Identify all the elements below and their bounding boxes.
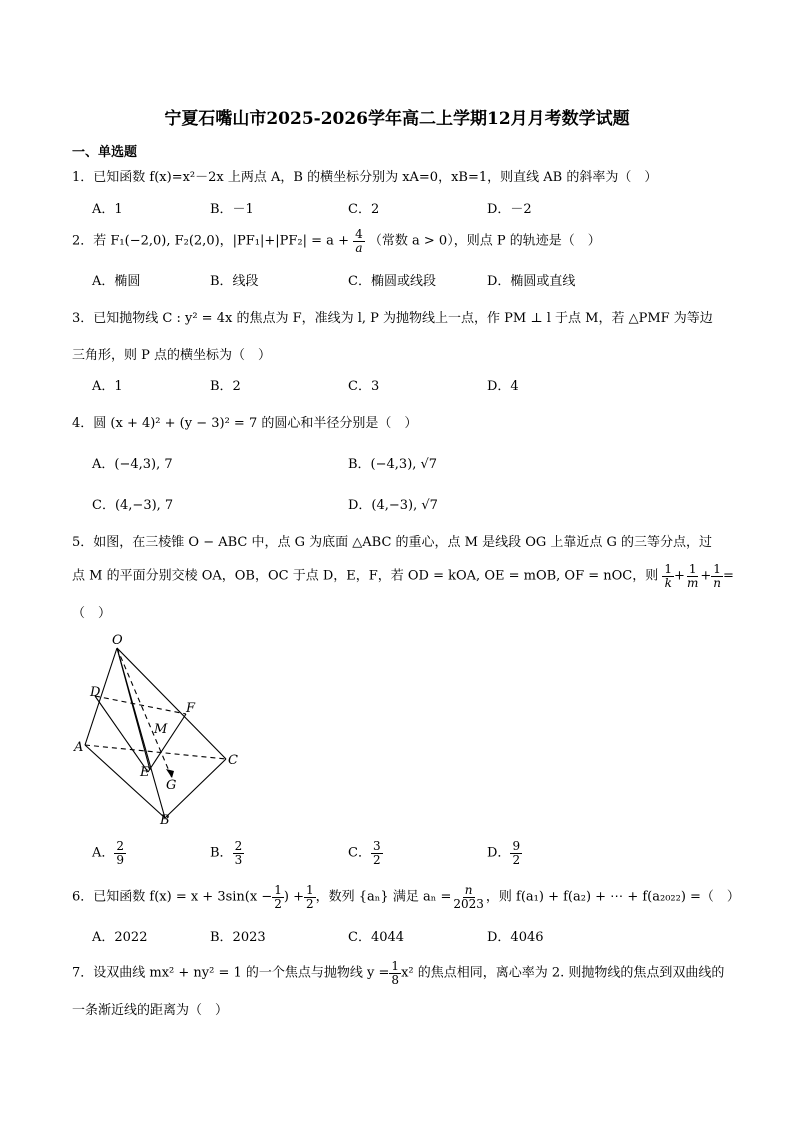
q5-option-b (210, 840, 244, 866)
q5-frac-1m-den: m (686, 575, 699, 590)
question-6 (72, 884, 740, 910)
q2-option-c: C．椭圆或线段 (348, 274, 436, 289)
q2-frac-denominator: a (355, 240, 363, 255)
q6-option-d: D．4046 (487, 930, 544, 945)
question-5-line3: （ ） (72, 606, 112, 621)
question-2 (72, 228, 601, 254)
question-7-line2: 一条渐近线的距离为（ ） (72, 1003, 229, 1018)
q6-frac2-den: 2 (306, 896, 314, 911)
question-1: 1．已知函数 f(x)=x²－2x 上两点 A，B 的横坐标分别为 xA=0，xB=1，则直线 AB 的斜率为（ ） (72, 170, 658, 185)
q4-option-c: C．(4,−3), 7 (92, 498, 174, 513)
page-title: 宁夏石嘴山市2025-2026学年高二上学期12月月考数学试题 (164, 109, 630, 129)
label-d: D (90, 685, 101, 700)
q5-option-c (348, 840, 383, 866)
q5-frac-1k-num: 1 (664, 562, 673, 576)
q1-option-b: B．－1 (210, 202, 254, 217)
q5-option-b-num: 2 (234, 839, 243, 853)
question-5-line2: 点 M 的平面分别交棱 OA，OB，OC 于点 D，E，F，若 OD = kOA, OE = mOB, OF = nOC，则 $\frac{1}{k}$ + $\frac{1}{m}$ + $\frac{1}{n}$ = (72, 562, 734, 590)
q5-frac-1n (711, 563, 723, 589)
q4-option-a: A．(−4,3), 7 (92, 457, 173, 472)
q5-option-c-den: 2 (372, 852, 381, 867)
q5-option-b-den: 3 (234, 852, 243, 867)
q5-frac-1k-den: k (664, 575, 672, 590)
q2-fraction (353, 228, 365, 254)
label-g: G (166, 778, 177, 793)
label-m: M (154, 722, 168, 737)
q2-text-post: （常数 a > 0），则点 P 的轨迹是（ ） (368, 233, 601, 249)
question-5-line1: 5．如图，在三棱锥 O − ABC 中，点 G 为底面 △ABC 的重心，点 M 是线段 OG 上靠近点 G 的三等分点，过 (72, 535, 713, 550)
q5-frac-1k (662, 563, 674, 589)
q2-frac-numerator: 4 (355, 227, 363, 241)
q1-option-d: D．－2 (487, 202, 532, 217)
q7-text-pre: 7．设双曲线 mx² + ny² = 1 的一个焦点与抛物线 y = (72, 965, 390, 981)
q1-option-a: A．1 (92, 202, 123, 217)
q6-text-mid2: ，数列 {aₙ} 满足 aₙ = (315, 889, 452, 905)
q2-option-b: B．线段 (210, 274, 259, 289)
q5-frac-1m (685, 563, 700, 589)
question-7-line1 (72, 960, 724, 986)
q6-text-mid: ) + (283, 889, 304, 905)
q5-frac-1m-num: 1 (688, 562, 697, 576)
q5-option-a (92, 840, 126, 866)
q7-text-post: x² 的焦点相同，离心率为 2. 则抛物线的焦点到双曲线的 (401, 965, 725, 981)
q2-option-a: A．椭圆 (92, 274, 141, 289)
q5-option-d-num: 9 (512, 839, 521, 853)
q3-option-b: B．2 (210, 379, 241, 394)
label-c: C (228, 753, 238, 768)
q3-option-d: D．4 (487, 379, 519, 394)
q4-option-b: B．(−4,3), √7 (348, 457, 438, 472)
question-3-line1: 3．已知抛物线 C : y² = 4x 的焦点为 F，准线为 l, P 为抛物线上一点，作 PM ⊥ l 于点 M，若 △PMF 为等边 (72, 311, 713, 326)
q5-text-pre: 点 M 的平面分别交棱 OA，OB，OC 于点 D，E，F，若 OD = kOA, OE = mOB, OF = nOC，则 (72, 568, 659, 584)
q6-option-b: B．2023 (210, 930, 266, 945)
q5-option-d (487, 840, 522, 866)
label-e: E (140, 765, 150, 780)
q6-frac2-num: 1 (306, 883, 314, 897)
q5-frac-1n-den: n (713, 575, 721, 590)
q5-option-b-letter: B． (210, 845, 233, 861)
question-4: 4．圆 (x + 4)² + (y − 3)² = 7 的圆心和半径分别是（ ） (72, 416, 418, 431)
tetrahedron-figure (60, 630, 260, 830)
q4-option-d: D．(4,−3), √7 (348, 498, 438, 513)
q2-text-pre: 2．若 F₁(−2,0), F₂(2,0)，|PF₁|+|PF₂| = a + (72, 233, 349, 249)
q6-frac1-num: 1 (274, 883, 282, 897)
q6-frac3-den: 2023 (453, 896, 484, 911)
q7-frac-den: 8 (391, 972, 400, 987)
q6-text-pre: 6．已知函数 f(x) = x + 3sin(x − (72, 889, 273, 905)
q7-frac-num: 1 (391, 959, 400, 973)
label-a: A (74, 740, 84, 755)
label-f: F (186, 701, 196, 716)
label-o: O (112, 633, 123, 648)
q5-option-a-den: 9 (116, 852, 125, 867)
q3-option-a: A．1 (92, 379, 123, 394)
q5-option-c-num: 3 (372, 839, 381, 853)
q5-option-c-letter: C． (348, 845, 371, 861)
question-3-line2: 三角形，则 P 点的横坐标为（ ） (72, 348, 272, 363)
label-b: B (160, 813, 170, 828)
q1-option-c: C．2 (348, 202, 380, 217)
q6-text-post: ，则 f(a₁) + f(a₂) + ⋯ + f(a₂₀₂₂) =（ ） (485, 889, 740, 905)
q5-option-d-den: 2 (512, 852, 521, 867)
q5-option-a-letter: A． (92, 845, 115, 861)
q3-option-c: C．3 (348, 379, 380, 394)
q5-option-d-letter: D． (487, 845, 511, 861)
q2-option-d: D．椭圆或直线 (487, 274, 576, 289)
q6-option-a: A．2022 (92, 930, 148, 945)
section-heading: 一、单选题 (72, 145, 138, 160)
q6-option-c: C．4044 (348, 930, 405, 945)
q5-frac-1n-num: 1 (713, 562, 721, 576)
q6-frac3-num: n (464, 883, 473, 897)
q5-option-a-num: 2 (116, 839, 125, 853)
q6-frac1-den: 2 (274, 896, 282, 911)
